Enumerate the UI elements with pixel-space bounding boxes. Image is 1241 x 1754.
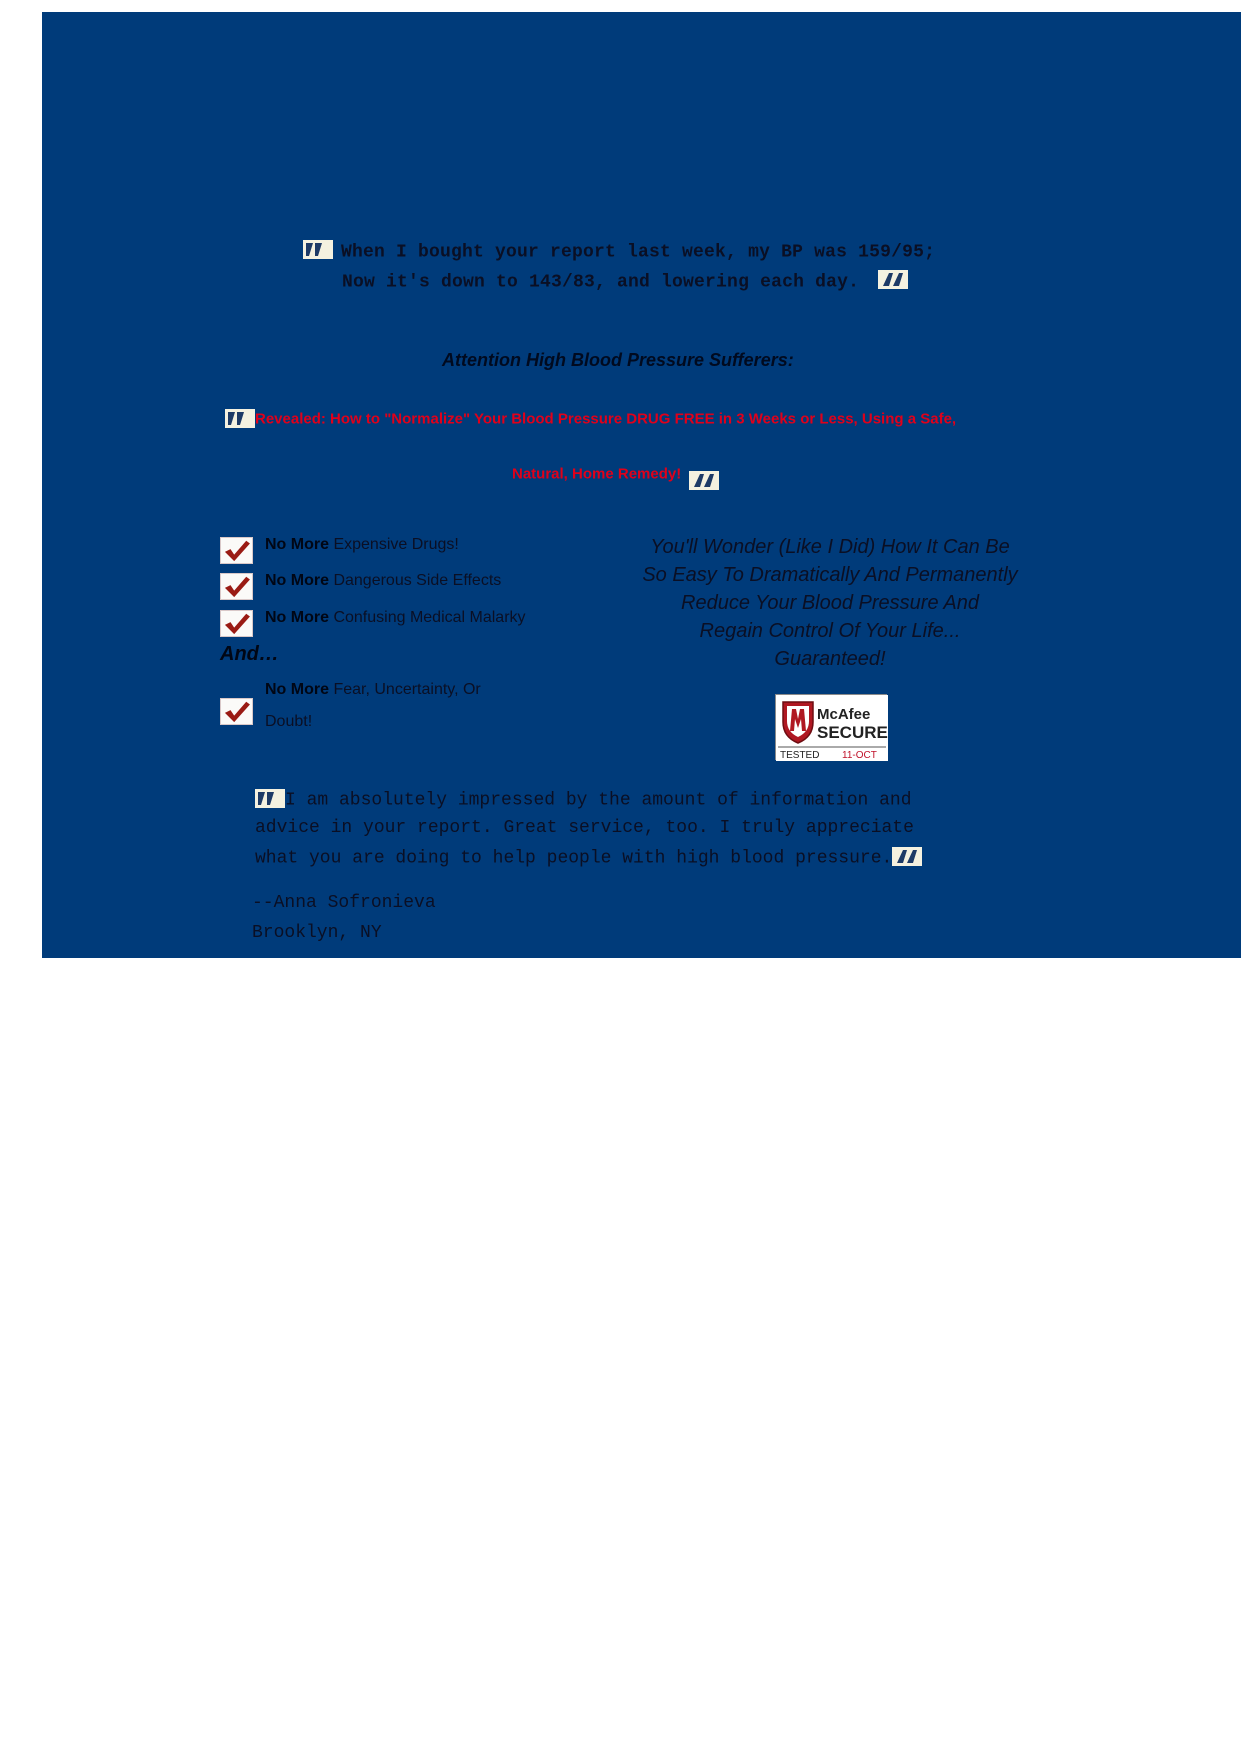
benefit-item: No More Confusing Medical Malarky <box>265 609 526 626</box>
benefit-item: No More Expensive Drugs! <box>265 536 459 553</box>
testimonial-location: Brooklyn, NY <box>252 923 382 943</box>
open-quote-icon <box>255 789 285 808</box>
testimonial-author: --Anna Sofronieva <box>252 893 436 913</box>
headline-line-1: Revealed: How to "Normalize" Your Blood Pressure DRUG FREE in 3 Weeks or Less, Using a Safe, <box>225 410 956 429</box>
open-quote-icon <box>225 409 255 428</box>
pitch-text: You'll Wonder (Like I Did) How It Can Be So Easy To Dramatically And Permanently Reduce Your Blood Pressure And Regain Control Of Your Life... Guaranteed! <box>642 536 1018 670</box>
checkmark-icon <box>220 537 253 564</box>
testimonial-bottom-line-3: what you are doing to help people with high blood pressure. <box>255 848 922 868</box>
checkmark-icon <box>220 698 253 725</box>
svg-text:TESTED: TESTED <box>780 750 820 761</box>
mcafee-secure-badge[interactable] <box>775 694 887 760</box>
benefit-item-last: No More Fear, Uncertainty, Or <box>265 681 481 698</box>
testimonial-top-line-1: When I bought your report last week, my BP was 159/95; <box>303 242 935 262</box>
testimonial-top-line-2: Now it's down to 143/83, and lowering each day. <box>342 272 908 292</box>
testimonial-bottom-line-2: advice in your report. Great service, too. I truly appreciate <box>255 818 914 838</box>
close-quote-icon <box>892 847 922 866</box>
testimonial-bottom-line-1: I am absolutely impressed by the amount of information and <box>255 790 912 810</box>
checkmark-icon <box>220 573 253 600</box>
close-quote-icon <box>878 270 908 289</box>
svg-text:11-OCT: 11-OCT <box>842 750 877 761</box>
headline-line-2: Natural, Home Remedy! <box>512 465 719 484</box>
svg-text:McAfee: McAfee <box>817 706 871 723</box>
and-label: And… <box>220 643 279 665</box>
content-panel <box>42 12 1241 958</box>
benefit-item-last-cont: Doubt! <box>265 713 313 730</box>
mcafee-shield-icon <box>776 695 888 761</box>
checkmark-icon <box>220 610 253 637</box>
svg-text:SECURE: SECURE <box>817 723 888 742</box>
open-quote-icon <box>303 240 333 259</box>
attention-heading: Attention High Blood Pressure Sufferers: <box>442 350 794 370</box>
close-quote-icon <box>689 471 719 490</box>
benefit-item: No More Dangerous Side Effects <box>265 572 502 589</box>
